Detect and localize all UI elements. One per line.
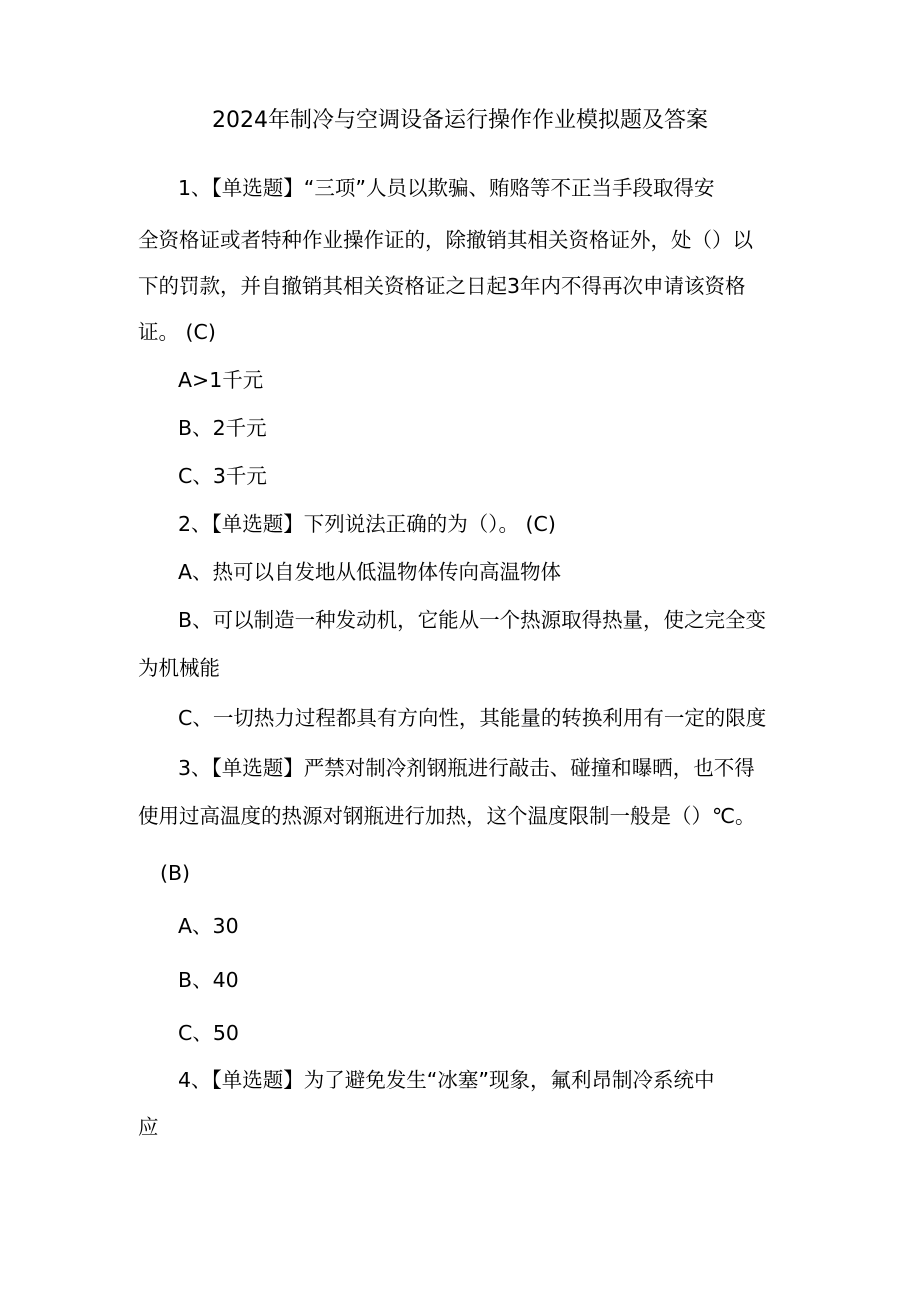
question-2-line-1: 2、【单选题】下列说法正确的为（）。 (C) <box>178 512 556 536</box>
question-4-line-2: 应 <box>138 1115 159 1139</box>
question-1-line-1: 1、【单选题】“三项”人员以欺骗、贿赂等不正当手段取得安 <box>178 176 715 200</box>
question-3-option-c: C、50 <box>178 1021 239 1045</box>
question-2-option-b: B、可以制造一种发动机，它能从一个热源取得热量，使之完全变 <box>178 608 767 632</box>
question-3-answer: (B) <box>160 861 191 885</box>
question-1-option-c: C、3千元 <box>178 464 267 488</box>
question-3-option-b: B、40 <box>178 968 239 992</box>
question-1-option-b: B、2千元 <box>178 416 267 440</box>
question-1-option-a: A>1千元 <box>178 368 264 392</box>
question-3-line-2: 使用过高温度的热源对钢瓶进行加热，这个温度限制一般是（）℃。 <box>138 804 756 828</box>
page-title: 2024年制冷与空调设备运行操作作业模拟题及答案 <box>212 108 708 133</box>
question-1-line-3: 下的罚款，并自撤销其相关资格证之日起3年内不得再次申请该资格 <box>138 274 746 298</box>
question-3-line-1: 3、【单选题】严禁对制冷剂钢瓶进行敲击、碰撞和曝晒，也不得 <box>178 756 755 780</box>
question-2-option-a: A、热可以自发地从低温物体传向高温物体 <box>178 560 562 584</box>
question-1-line-2: 全资格证或者特种作业操作证的，除撤销其相关资格证外，处（）以 <box>138 228 753 252</box>
question-4-line-1: 4、【单选题】为了避免发生“冰塞”现象，氟利昂制冷系统中 <box>178 1068 715 1092</box>
question-1-line-4: 证。 (C) <box>138 320 216 344</box>
question-2-option-b-cont: 为机械能 <box>138 656 220 680</box>
question-3-option-a: A、30 <box>178 914 239 938</box>
question-2-option-c: C、一切热力过程都具有方向性，其能量的转换利用有一定的限度 <box>178 706 767 730</box>
